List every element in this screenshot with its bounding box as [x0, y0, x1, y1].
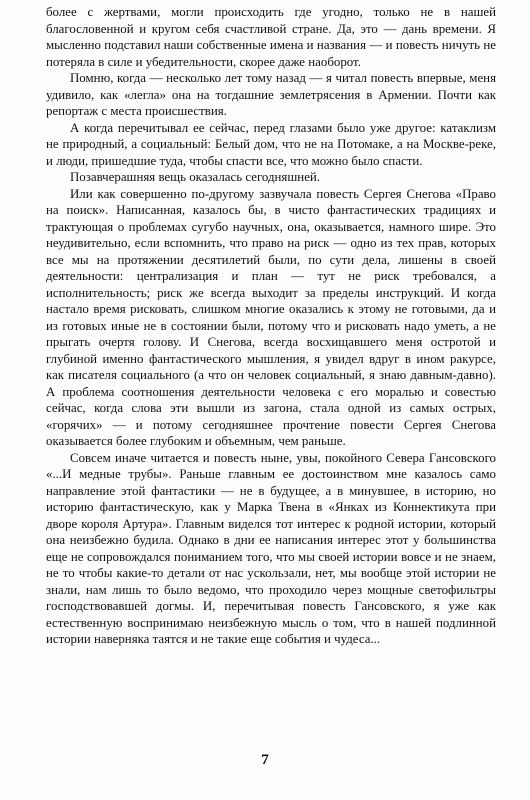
paragraph-3: А когда перечитывал ее сейчас, перед глазами было уже другое: катаклизм не природный, а социальный: Белый дом, что не на Потомаке, а на Москве-реке, и люди, пришедшие туда, чтобы спасти все, что можно было спасти.: [46, 120, 496, 168]
paragraph-5: Или как совершенно по-другому зазвучала повесть Сергея Снегова «Право на поиск». Написанная, казалось бы, в чисто фантастических традициях и трактующая о проблемах сугубо научных, она, оказывается, намного шире. Это неудивительно, если вспомнить, что право на риск — одно из тех прав, которых все мы на протяжении десятилетий были, по сути дела, лишены в своей деятельности: централизация и план — тут не риск требовался, а исполнительность; риск же всегда выходит за пределы инструкций. И когда настало время рисковать, слишком многие оказались к этому не готовыми, да и из готовых иные не в состоянии были, потому что и рисковать надо уметь, а не прыгать очертя голову. И Снегова, всегда восхищавшего меня остротой и глубиной именно фантастического мышления, я увидел вдруг в ином ракурсе, как писателя социального (а что он человек социальный, я знаю давным-давно). А проблема соотношения деятельности человека с его моралью и совестью сейчас, когда слова эти вышли из загона, стала одной из самых острых, «горячих» — и потому сегодняшнее прочтение повести Сергея Снегова оказывается более глубоким и объемным, чем раньше.: [46, 186, 496, 448]
paragraph-6: Совсем иначе читается и повесть ныне, увы, покойного Севера Гансовского «...И медные трубы». Раньше главным ее достоинством мне казалось само направление этой фантастики — не в будущее, а в минувшее, в историю, но историю фантастическую, как у Марка Твена в «Янках из Коннектикута при дворе короля Артура». Главным виделся тот интерес к родной истории, который она неизбежно будила. Однако в дни ее написания интерес этот у большинства еще не сопровождался пониманием того, что мы своей истории вовсе и не знаем, не то чтобы какие-то детали от нас ускользали, нет, мы вообще этой истории не знали, нам лишь то было ведомо, что проходило через мощные светофильтры господствовавшей догмы. И, перечитывая повесть Гансовского, я уже как естественную воспринимаю неизбежную мысль о том, что в нашей подлинной истории наверняка таятся и не такие еще события и чудеса...: [46, 450, 496, 646]
paragraph-4: Позавчерашняя вещь оказалась сегодняшней.: [70, 170, 321, 184]
paragraph-1: более с жертвами, могли происходить где угодно, только не в нашей благословенной и кругом себя счастливой стране. Да, это — дань времени. Я мысленно подставил наши собственные имена и названия — и повесть ничуть не потеряла в силе и убедительности, скорее даже наоборот.: [46, 5, 496, 69]
page-text: [46, 4, 496, 648]
page-number: 7: [261, 752, 269, 768]
paragraph-2: Помню, когда — несколько лет тому назад — я читал повесть впервые, меня удивило, как «легла» она на тогдашние землетрясения в Армении. Почти как репортаж с места происшествия.: [46, 71, 496, 118]
